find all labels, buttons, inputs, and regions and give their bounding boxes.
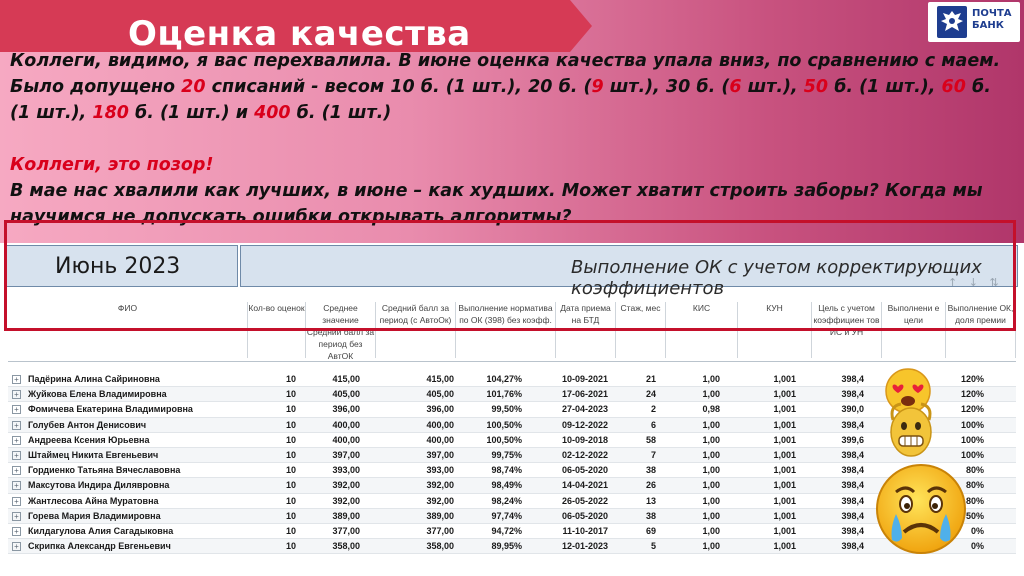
cell-col-avg-auto: 400,00	[426, 434, 454, 445]
cell-col-tenure: 69	[645, 526, 656, 536]
cell-col-kis: 1,00	[702, 495, 720, 506]
cell-col-kun: 1,001	[773, 541, 796, 552]
cell-col-fio: Жуйкова Елена Владимировна	[28, 389, 167, 400]
cell-col-avg-auto: 392,00	[426, 480, 454, 491]
cell-col-count: 10	[285, 541, 296, 552]
cell-col-norm: 104,27%	[486, 374, 522, 384]
cell-col-kis: 1,00	[702, 541, 720, 552]
cell-col-kis: 1,00	[702, 434, 720, 445]
expand-row-icon[interactable]: +	[12, 512, 21, 521]
expand-row-icon[interactable]: +	[12, 421, 21, 430]
cell-col-kis: 0,98	[702, 404, 720, 415]
highlighted-number: 20	[181, 77, 206, 97]
table-row[interactable]	[8, 372, 1016, 387]
cell-col-tenure: 6	[650, 419, 656, 430]
expand-row-icon[interactable]: +	[12, 451, 21, 460]
cell-col-kis: 1,00	[702, 465, 720, 476]
cell-col-avg-no-auto: 405,00	[332, 389, 360, 400]
highlighted-number: 180	[92, 103, 129, 123]
cell-col-fio: Штаймец Никита Евгеньевич	[28, 450, 159, 460]
cell-col-kis: 1,00	[702, 526, 720, 536]
cell-col-kis: 1,00	[702, 510, 720, 521]
cell-col-count: 10	[285, 495, 296, 506]
cell-col-avg-no-auto: 393,00	[332, 465, 360, 476]
cell-col-avg-no-auto: 396,00	[332, 404, 360, 415]
cell-col-kun: 1,001	[773, 374, 796, 384]
cell-col-hire-date: 14-04-2021	[561, 480, 608, 491]
cell-col-bonus-share: 120%	[960, 404, 984, 415]
table-row[interactable]	[8, 509, 1016, 524]
cell-col-count: 10	[285, 465, 296, 476]
header-col-kis[interactable]: КИС	[666, 302, 738, 358]
cell-col-fio: Фомичева Екатерина Владимировна	[28, 404, 193, 415]
cell-col-count: 10	[285, 510, 296, 521]
results-table	[8, 298, 1016, 576]
report-title-box	[240, 245, 1018, 299]
cell-col-norm: 100,50%	[486, 419, 522, 430]
cell-col-hire-date: 26-05-2022	[561, 495, 608, 506]
cell-col-target: 398,4	[841, 450, 864, 460]
cell-col-tenure: 38	[645, 465, 656, 476]
cell-col-count: 10	[285, 419, 296, 430]
cell-col-target: 398,4	[841, 465, 864, 476]
cell-col-kis: 1,00	[702, 419, 720, 430]
cell-col-fio: Андреева Ксения Юрьевна	[28, 434, 150, 445]
cell-col-hire-date: 10-09-2021	[561, 374, 608, 384]
cell-col-kun: 1,001	[773, 419, 796, 430]
highlighted-number: 60	[941, 77, 966, 97]
cell-col-avg-auto: 400,00	[426, 419, 454, 430]
expand-row-icon[interactable]: +	[12, 375, 21, 384]
cell-col-target: 398,4	[841, 541, 864, 552]
cell-col-avg-no-auto: 358,00	[332, 541, 360, 552]
table-row[interactable]	[8, 433, 1016, 448]
expand-row-icon[interactable]: +	[12, 466, 21, 475]
cell-col-hire-date: 10-09-2018	[561, 434, 608, 445]
slide-title: Оценка качества	[128, 14, 471, 54]
cell-col-count: 10	[285, 526, 296, 536]
cell-col-fio: Падёрина Алина Сайриновна	[28, 374, 160, 384]
expand-row-icon[interactable]: +	[12, 481, 21, 490]
cell-col-kun: 1,001	[773, 434, 796, 445]
cell-col-fio: Гордиенко Татьяна Вячеславовна	[28, 465, 181, 476]
table-row[interactable]	[8, 494, 1016, 509]
cell-col-bonus-share: 120%	[960, 389, 984, 400]
cell-col-fio: Килдагулова Алия Сагадыковна	[28, 526, 174, 536]
cell-col-norm: 100,50%	[486, 434, 522, 445]
cell-col-tenure: 26	[645, 480, 656, 491]
sheet-header	[0, 243, 1024, 299]
cell-col-kis: 1,00	[702, 480, 720, 491]
cell-col-bonus-share: 120%	[960, 374, 984, 384]
cell-col-count: 10	[285, 374, 296, 384]
header-col-fio[interactable]: ФИО	[8, 302, 248, 358]
cell-col-kis: 1,00	[702, 374, 720, 384]
expand-row-icon[interactable]: +	[12, 436, 21, 445]
cell-col-hire-date: 02-12-2022	[561, 450, 608, 460]
table-row[interactable]	[8, 524, 1016, 539]
spreadsheet-panel	[0, 243, 1024, 576]
expand-row-icon[interactable]: +	[12, 497, 21, 506]
cell-col-avg-no-auto: 392,00	[332, 495, 360, 506]
highlighted-number: 400	[254, 103, 291, 123]
message-paragraph-2: В мае нас хвалили как лучших, в июне – как худших. Может хватит строить заборы? Когда мы научимся не допускать ошибки открывать алгоритмы?	[10, 181, 983, 227]
cell-col-norm: 101,76%	[486, 389, 522, 400]
cell-col-avg-no-auto: 377,00	[332, 526, 360, 536]
cell-col-tenure: 58	[645, 434, 656, 445]
cell-col-bonus-share: 80%	[965, 480, 984, 491]
cell-col-avg-no-auto: 415,00	[332, 374, 360, 384]
cell-col-hire-date: 06-05-2020	[561, 465, 608, 476]
cell-col-avg-auto: 396,00	[426, 404, 454, 415]
cell-col-kis: 1,00	[702, 389, 720, 400]
month-box	[6, 245, 238, 287]
cell-col-tenure: 2	[650, 404, 656, 415]
cell-col-count: 10	[285, 480, 296, 491]
message-text-run: б. (1 шт.),	[10, 77, 991, 123]
cell-col-norm: 94,72%	[491, 526, 522, 536]
message-text-run: шт.),	[741, 77, 804, 97]
crying-emoji-icon	[874, 462, 968, 556]
expand-row-icon[interactable]: +	[12, 527, 21, 536]
cell-col-norm: 98,49%	[491, 480, 522, 491]
cell-col-tenure: 7	[650, 450, 656, 460]
header-col-avg-no-auto[interactable]: Среднее значение Средний балл за период без АвтОК	[306, 303, 375, 361]
highlighted-number: 50	[803, 77, 829, 97]
header-col-avg-auto[interactable]: Средний балл за период (с АвтоОк)	[376, 302, 456, 358]
cell-col-target: 398,4	[841, 495, 864, 506]
message-text-run: б. (1 шт.) и	[128, 103, 255, 123]
table-row[interactable]	[8, 539, 1016, 554]
cell-col-kun: 1,001	[773, 450, 796, 460]
message-text-run: б. (1 шт.)	[290, 103, 392, 123]
expand-row-icon[interactable]: +	[12, 405, 21, 414]
header-col-tenure[interactable]: Стаж, мес	[616, 302, 666, 358]
cell-col-target: 398,4	[841, 510, 864, 521]
cell-col-fio: Голубев Антон Денисович	[28, 419, 147, 430]
logo-line-2: БАНК	[972, 20, 1004, 31]
logo-text	[972, 8, 1018, 32]
cell-col-hire-date: 06-05-2020	[561, 510, 608, 521]
cell-col-bonus-share: 80%	[965, 495, 984, 506]
cell-col-kis: 1,00	[702, 450, 720, 460]
eagle-emblem-icon	[937, 6, 967, 38]
message-paragraph-1	[10, 48, 1015, 126]
cell-col-norm: 89,95%	[491, 541, 522, 552]
cell-col-fio: Максутова Индира Дилявровна	[28, 480, 170, 491]
cell-col-count: 10	[285, 450, 296, 460]
table-header	[8, 298, 1016, 362]
message-text-run: шт.), 30 б. (	[603, 77, 730, 97]
cell-col-kun: 1,001	[773, 404, 796, 415]
header-col-bonus-share[interactable]: Выполнение ОК, доля премии	[946, 302, 1016, 358]
cell-col-avg-auto: 397,00	[426, 450, 454, 460]
table-row[interactable]	[8, 463, 1016, 478]
table-row[interactable]	[8, 402, 1016, 417]
cell-col-norm: 98,24%	[491, 495, 522, 506]
cell-col-avg-no-auto: 400,00	[332, 419, 360, 430]
header-col-target[interactable]: Цель с учетом коэффициен тов ИС и УН	[812, 302, 882, 358]
cell-col-avg-auto: 377,00	[426, 526, 454, 536]
table-row[interactable]	[8, 448, 1016, 463]
grinning-emoji-icon	[888, 400, 934, 458]
month-label: Июнь 2023	[55, 254, 181, 279]
message-text-run: б. (1 шт.),	[828, 77, 942, 97]
cell-col-kun: 1,001	[773, 389, 796, 400]
table-row[interactable]	[8, 387, 1016, 402]
header-col-kun[interactable]: КУН	[738, 302, 812, 358]
cell-col-bonus-share: 0%	[970, 541, 984, 552]
table-row[interactable]	[8, 418, 1016, 433]
table-row[interactable]	[8, 478, 1016, 493]
expand-row-icon[interactable]: +	[12, 542, 21, 551]
cell-col-avg-auto: 389,00	[426, 510, 454, 521]
cell-col-tenure: 24	[645, 389, 656, 400]
cell-col-avg-auto: 392,00	[426, 495, 454, 506]
cell-col-fio: Горева Мария Владимировна	[28, 510, 161, 521]
cell-col-norm: 97,74%	[491, 510, 522, 521]
cell-col-bonus-share: 100%	[960, 450, 984, 460]
header-col-hire-date[interactable]: Дата приема на БТД	[556, 302, 616, 358]
cell-col-tenure: 5	[650, 541, 656, 552]
cell-col-avg-auto: 393,00	[426, 465, 454, 476]
cell-col-count: 10	[285, 434, 296, 445]
cell-col-target: 390,0	[841, 404, 864, 415]
sort-up-icon[interactable]: ↑	[948, 276, 958, 289]
cell-col-hire-date: 11-10-2017	[562, 526, 608, 536]
cell-col-target: 398,4	[841, 480, 864, 491]
cell-col-avg-no-auto: 389,00	[332, 510, 360, 521]
logo-line-1: ПОЧТА	[972, 8, 1012, 19]
cell-col-avg-auto: 415,00	[426, 374, 454, 384]
shame-line: Коллеги, это позор!	[10, 155, 214, 175]
header-col-norm[interactable]: Выполнение норматива по ОК (398) без коэфф.	[456, 302, 556, 358]
cell-col-hire-date: 09-12-2022	[561, 419, 608, 430]
cell-col-norm: 99,75%	[491, 450, 522, 460]
cell-col-count: 10	[285, 389, 296, 400]
cell-col-avg-no-auto: 397,00	[332, 450, 360, 460]
cell-col-target: 398,4	[841, 389, 864, 400]
highlighted-number: 6	[729, 77, 742, 97]
cell-col-bonus-share: 0%	[970, 526, 984, 536]
message-text	[10, 48, 1015, 230]
cell-col-norm: 98,74%	[491, 465, 522, 476]
cell-col-kun: 1,001	[773, 465, 796, 476]
header-col-count[interactable]: Кол-во оценок	[248, 302, 306, 358]
cell-col-avg-no-auto: 392,00	[332, 480, 360, 491]
sort-both-icon[interactable]: ⇅	[989, 276, 999, 289]
cell-col-avg-auto: 405,00	[426, 389, 454, 400]
cell-col-avg-auto: 358,00	[426, 541, 454, 552]
cell-col-fio: Скрипка Александр Евгеньевич	[28, 541, 171, 552]
header-col-target-done[interactable]: Выполнени е цели	[882, 302, 946, 358]
cell-col-bonus-share: 100%	[960, 434, 984, 445]
cell-col-fio: Жантлесова Айна Муратовна	[28, 495, 159, 506]
cell-col-hire-date: 12-01-2023	[561, 541, 608, 552]
cell-col-bonus-share: 50%	[965, 510, 984, 521]
cell-col-kun: 1,001	[773, 480, 796, 491]
cell-col-norm: 99,50%	[491, 404, 522, 415]
cell-col-tenure: 13	[645, 495, 656, 506]
cell-col-target: 398,4	[841, 374, 864, 384]
cell-col-hire-date: 27-04-2023	[561, 404, 608, 415]
cell-col-tenure: 38	[645, 510, 656, 521]
cell-col-kun: 1,001	[773, 495, 796, 506]
highlighted-number: 9	[591, 77, 604, 97]
cell-col-avg-no-auto: 400,00	[332, 434, 360, 445]
message-text-run: Коллеги, видимо, я вас перехвалила. В июне оценка качества упала вниз, по сравнению с маем. Было допущено	[10, 51, 1001, 97]
sort-down-icon[interactable]: ↓	[968, 276, 978, 289]
cell-col-target: 399,6	[841, 434, 864, 445]
cell-col-tenure: 21	[645, 374, 656, 384]
expand-row-icon[interactable]: +	[12, 390, 21, 399]
cell-col-kun: 1,001	[773, 526, 796, 536]
sort-controls	[948, 276, 1018, 290]
cell-col-count: 10	[285, 404, 296, 415]
report-title: Выполнение ОК с учетом корректирующих коэффициентов	[571, 257, 982, 299]
cell-col-bonus-share: 100%	[960, 419, 984, 430]
cell-col-bonus-share: 80%	[965, 465, 984, 476]
cell-col-target: 398,4	[841, 419, 864, 430]
message-text-run: списаний - весом 10 б. (1 шт.), 20 б. (	[205, 77, 592, 97]
cell-col-target: 398,4	[841, 526, 864, 536]
cell-col-hire-date: 17-06-2021	[561, 389, 608, 400]
cell-col-kun: 1,001	[773, 510, 796, 521]
